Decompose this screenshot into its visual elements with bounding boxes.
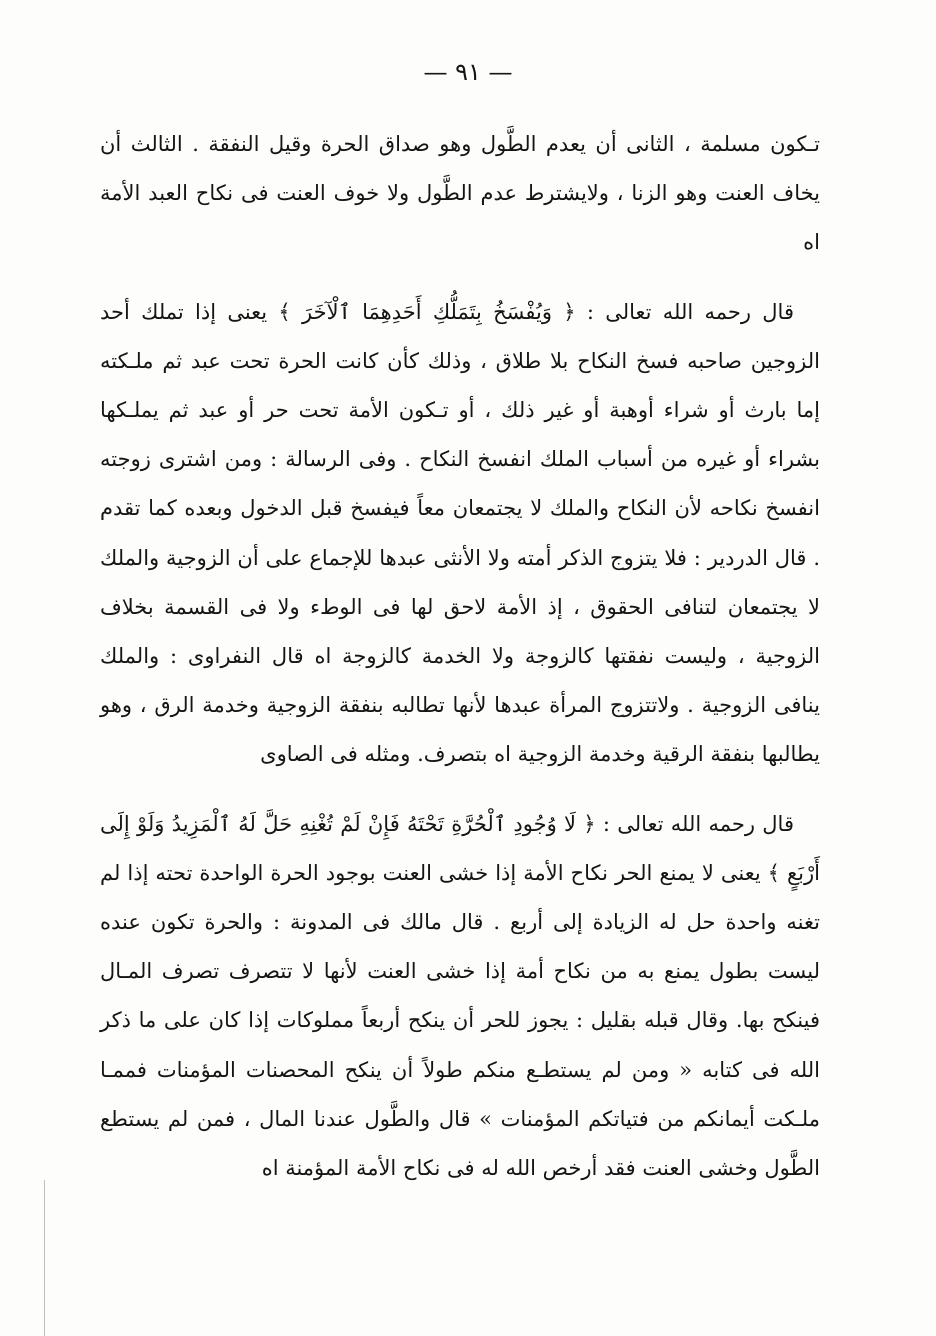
paragraph-2: قال رحمه الله تعالى : ﴿ وَيُفْسَخُ بِتَمَلُّكِ أَحَدِهِمَا ٱلْآخَرَ ﴾ يعنى إذا تملك أحد الزوجين صاحبه فسخ النكاح بلا طلاق ، وذلك كأن كانت الحرة تحت عبد ثم ملـكته إما بارث أو شراء أوهبة أو غير ذلك ، أو تـكون الأمة تحت حر أو عبد ثم يملـكها بشراء أو غيره من أسباب الملك انفسخ النكاح . وفى الرسالة : ومن اشترى زوجته انفسخ نكاحه لأن النكاح والملك لا يجتمعان معاً فيفسخ قبل الدخول وبعده كما تقدم . قال الدردير : فلا يتزوج الذكر أمته ولا الأنثى عبدها للإجماع على أن الزوجية والملك لا يجتمعان لتنافى الحقوق ، إذ الأمة لاحق لها فى الوطء ولا فى القسمة بخلاف الزوجية ، وليست نفقتها كالزوجة ولا الخدمة كالزوجة اه قال النفراوى : والملك ينافى الزوجية . ولاتتزوج المرأة عبدها لأنها تطالبه بنفقة الزوجية وخدمة الرق ، وهو يطالبها بنفقة الرقية وخدمة الزوجية اه بتصرف. ومثله فى الصاوى: [100, 299, 820, 767]
page-number: — ٩١ —: [423, 58, 513, 86]
paragraph-1: تـكون مسلمة ، الثانى أن يعدم الطَّول وهو صداق الحرة وقيل النفقة . الثالث أن يخاف العنت وهو الزنا ، ولايشترط عدم الطَّول ولا خوف العنت فى نكاح العبد الأمة اه: [100, 132, 820, 255]
scan-margin-line: [44, 1180, 45, 1336]
paragraph-3: قال رحمه الله تعالى : ﴿ لَا وُجُودِ ٱلْحُرَّةِ تَحْتَهُ فَإِنْ لَمْ تُغْنِهِ حَلَّ لَهُ ٱلْمَزِيدُ وَلَوْ إِلَى أَرْبَعٍ ﴾ يعنى لا يمنع الحر نكاح الأمة إذا خشى العنت بوجود الحرة الواحدة تحته إذا لم تغنه واحدة حل له الزيادة إلى أربع . قال مالك فى المدونة : والحرة تكون عنده ليست بطول يمنع به من نكاح أمة إذا خشى العنت لأنها لا تتصرف تصرف المـال فينكح بها. وقال قبله بقليل : يجوز للحر أن ينكح أربعاً مملوكات إذا كان على ما ذكر الله فى كتابه « ومن لم يستطـع منكم طولاً أن ينكح المحصنات المؤمنات فممـا ملـكت أيمانكم من فتياتكم المؤمنات » قال والطَّول عندنا المال ، فمن لم يستطع الطَّول وخشى العنت فقد أرخص الله له فى نكاح الأمة المؤمنة اه: [100, 811, 820, 1181]
page-body-text: [100, 120, 820, 1193]
